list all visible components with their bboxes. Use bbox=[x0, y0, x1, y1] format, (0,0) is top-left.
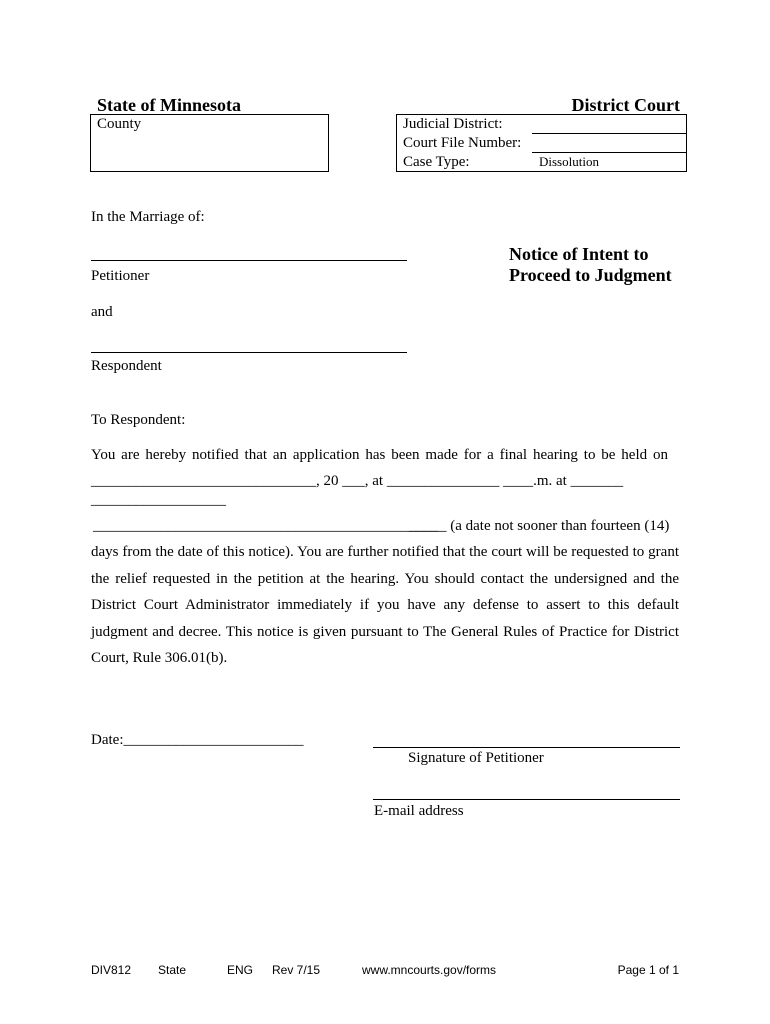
signature-label: Signature of Petitioner bbox=[408, 750, 544, 766]
document-title-line2: Proceed to Judgment bbox=[509, 265, 672, 285]
hearing-date-blanks[interactable]: ______________________________, 20 ___, at _______________ ____.m. at _______ bbox=[91, 473, 624, 489]
and-label: and bbox=[91, 304, 113, 320]
petitioner-label: Petitioner bbox=[91, 268, 150, 284]
petitioner-name-line[interactable] bbox=[91, 260, 407, 261]
judicial-district-label: Judicial District: bbox=[403, 116, 503, 132]
footer-form-id: DIV812 bbox=[91, 963, 132, 977]
footer-language: ENG bbox=[227, 963, 254, 977]
salutation: To Respondent: bbox=[91, 412, 186, 428]
court-file-number-label: Court File Number: bbox=[403, 135, 522, 151]
county-label: County bbox=[97, 116, 142, 132]
judicial-district-field[interactable] bbox=[532, 133, 686, 134]
document-title-line1: Notice of Intent to bbox=[509, 244, 649, 264]
court-title: District Court bbox=[571, 95, 680, 115]
email-label: E-mail address bbox=[374, 803, 464, 819]
notice-line-1: You are hereby notified that an application has been made for a final hearing to be held on bbox=[91, 447, 668, 463]
notice-paragraph: days from the date of this notice). You are further notified that the court will be requested to grant the relief requested in the petition at the hearing. You should contact the undersigned and the District Court Administrator immediately if you have any defense to assert to this default judgment and decree. This notice is given pursuant to The General Rules of Practice for District Court, Rule 306.01(b). bbox=[91, 544, 679, 666]
respondent-label: Respondent bbox=[91, 358, 162, 374]
hearing-location-blank[interactable]: __________________ bbox=[91, 492, 226, 508]
state-title: State of Minnesota bbox=[97, 95, 241, 115]
footer-url[interactable]: www.mncourts.gov/forms bbox=[362, 963, 497, 977]
footer-origin: State bbox=[158, 963, 187, 977]
court-file-number-field[interactable] bbox=[532, 152, 686, 153]
signature-line[interactable] bbox=[373, 747, 680, 748]
footer-page-number: Page 1 of 1 bbox=[617, 963, 679, 977]
email-line[interactable] bbox=[373, 799, 680, 800]
hearing-address-blank[interactable]: ______________________________________________ bbox=[93, 518, 438, 534]
footer-revision: Rev 7/15 bbox=[272, 963, 321, 977]
marriage-label: In the Marriage of: bbox=[91, 209, 205, 225]
county-box[interactable] bbox=[90, 114, 329, 172]
case-type-label: Case Type: bbox=[403, 154, 470, 170]
respondent-name-line[interactable] bbox=[91, 352, 407, 353]
date-notice-qualifier: _____ (a date not sooner than fourteen (14) bbox=[409, 518, 670, 534]
case-info-box bbox=[396, 114, 687, 172]
case-type-value: Dissolution bbox=[539, 154, 599, 169]
date-field[interactable]: Date:________________________ bbox=[91, 732, 304, 748]
